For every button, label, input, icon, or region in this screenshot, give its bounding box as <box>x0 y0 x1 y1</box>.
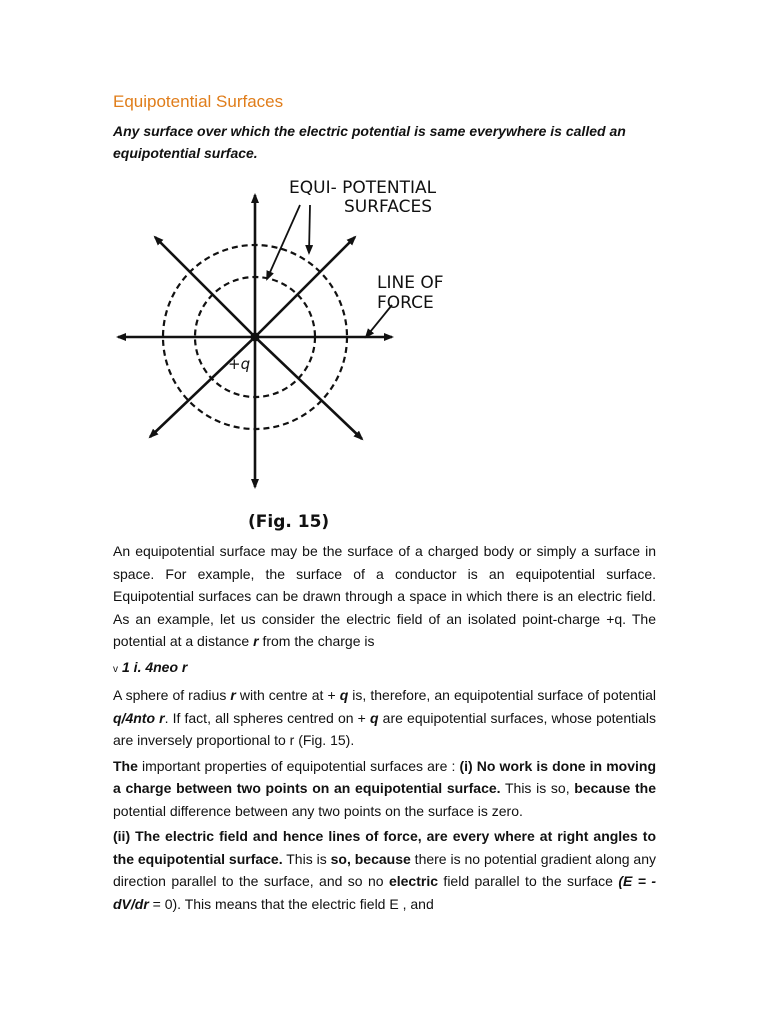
paragraph-1: An equipotential surface may be the surface of a charged body or simply a surface in space. For example, the surface of a conductor is an equipotential surface. Equipotential surfaces can be drawn through a space in which there is an electric field. As an example, let us consider the electric field of an isolated point-charge +q. The potential at a distance r from the charge is <box>113 543 656 649</box>
charge-label: +q <box>228 355 251 373</box>
line-of-force-label-line2: FORCE <box>377 293 434 313</box>
equipotential-diagram <box>100 165 500 540</box>
section-title: Equipotential Surfaces <box>113 92 284 111</box>
potential-formula: v 1 i. 4neo r <box>113 658 188 675</box>
force-line-upleft <box>155 237 255 337</box>
equipotential-label-line1: EQUI- POTENTIAL <box>289 178 437 198</box>
paragraph-3: The important properties of equipotential surfaces are : (i) No work is done in moving a charge between two points on an equipotential surface. This is so, because the potential difference between any two points on the surface is zero. <box>113 757 657 819</box>
paragraph-4: (ii) The electric field and hence lines of force, are every where at right angles to the equipotential surface. This is so, because there is no potential gradient along any direction parallel to the surface, and so no electric field parallel to the surface (E = - dV/dr = 0). This means that the electric field E , and <box>113 828 657 912</box>
line-of-force-label-line1: LINE OF <box>377 273 444 293</box>
point-charge <box>251 333 260 342</box>
definition-text: Any surface over which the electric potential is same everywhere is called an equipotential surface. <box>113 123 626 161</box>
equipotential-label-line2: SURFACES <box>344 197 432 217</box>
equi-pointer-2 <box>309 205 310 253</box>
force-line-downleft <box>150 337 255 437</box>
paragraph-2: A sphere of radius r with centre at + q is, therefore, an equipotential surface of potential q/4nto r. If fact, all spheres centred on + q are equipotential surfaces, whose potentials are inversely proportional to r (Fig. 15). <box>113 687 657 748</box>
body-text <box>113 540 656 918</box>
equi-pointer-1 <box>267 205 300 279</box>
figure-caption: (Fig. 15) <box>248 512 330 532</box>
equipotential-figure <box>100 165 500 540</box>
force-line-upright <box>255 237 355 337</box>
